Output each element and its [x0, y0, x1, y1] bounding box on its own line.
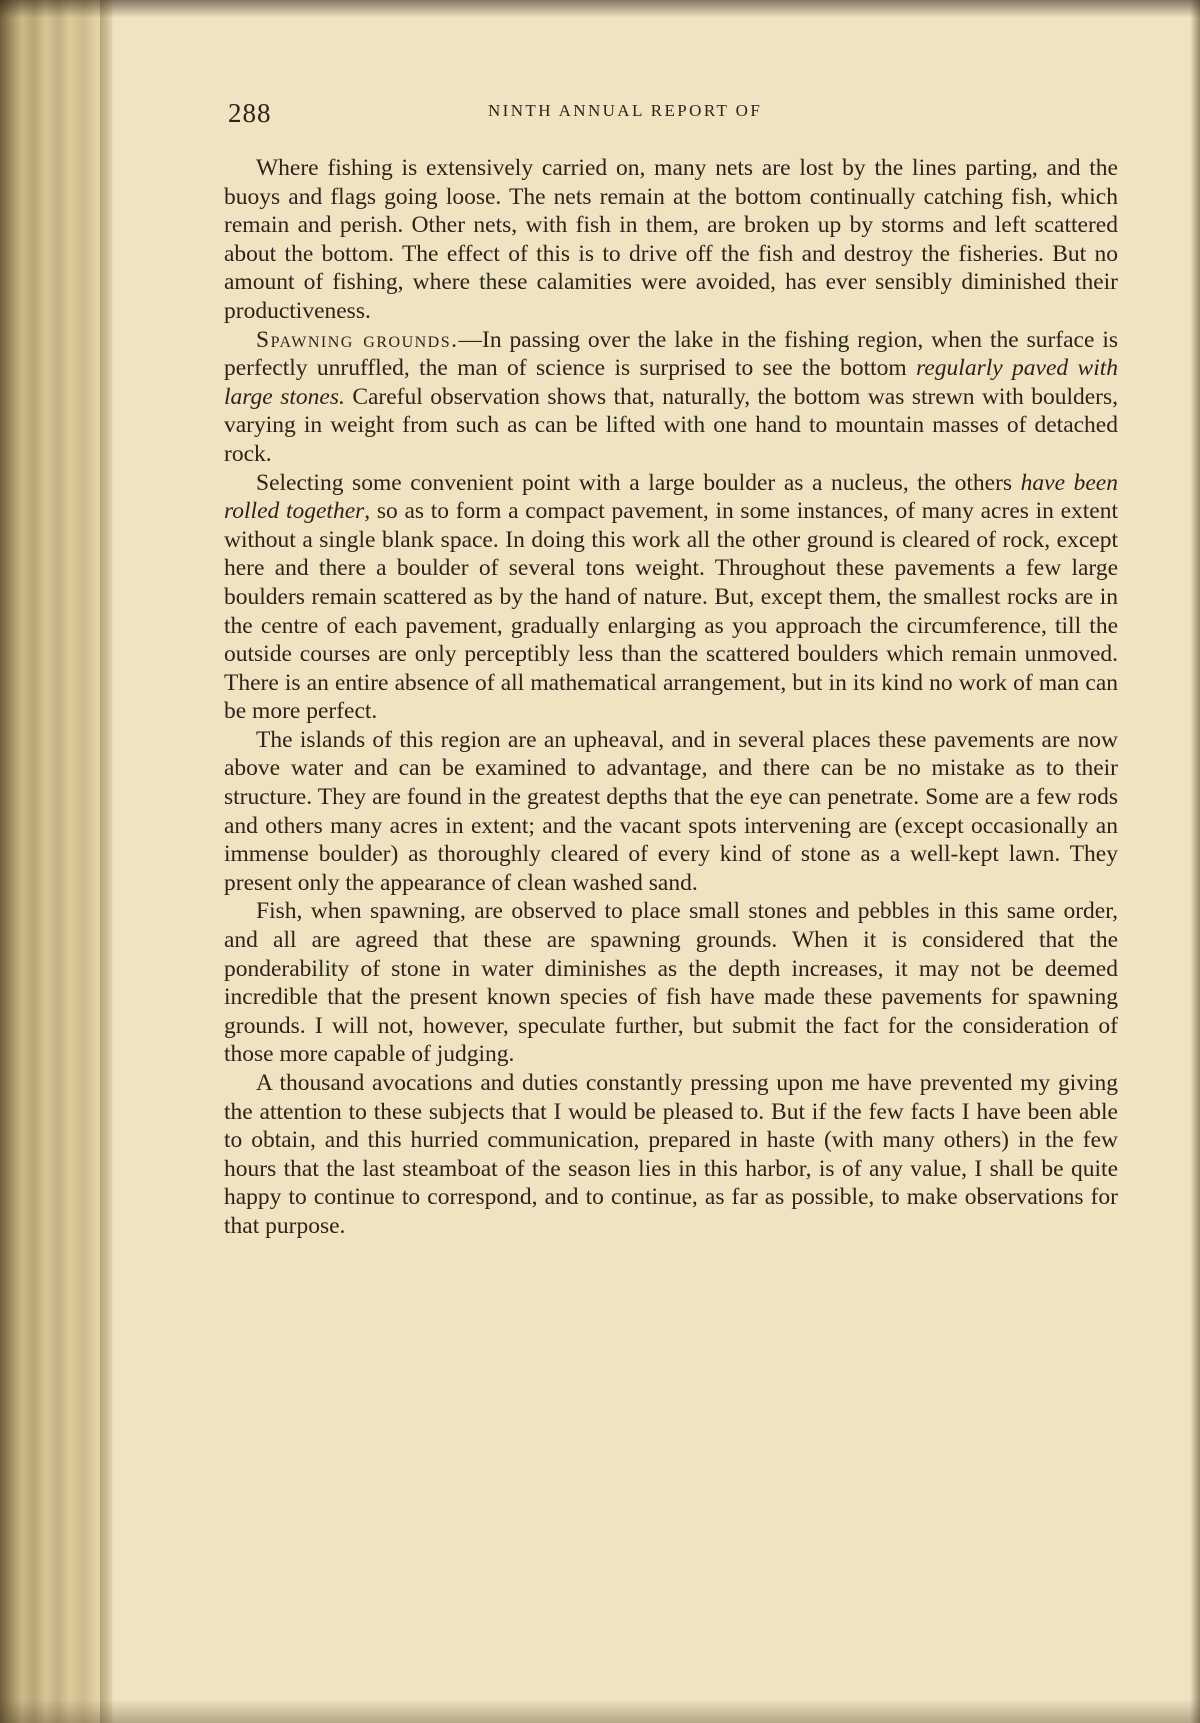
paragraph-text: A thousand avocations and duties constantly pressing upon me have prevented my giving the attention to these subjects that I would be pleased to. But if the few facts I have been able to obtain, and this hurried communication, prepared in haste (with many others) in the few hours that the last steamboat of the season lies in this harbor, is of any value, I shall be quite happy to continue to correspond, and to continue, as far as possible, to make observations for that purpose.: [224, 1070, 1118, 1239]
paragraph-text: Where fishing is extensively carried on, many nets are lost by the lines parting, and the buoys and flags going loose. The nets remain at the bottom continually catching fish, which remain and perish. Other nets, with fish in them, are broken up by storms and left scattered about the bottom. The effect of this is to drive off the fish and destroy the fisheries. But no amount of fishing, where these calamities were avoided, has ever sensibly diminished their productiveness.: [224, 155, 1118, 324]
paragraph-text: The islands of this region are an upheaval, and in several places these pavements are now above water and can be examined to advantage, and there can be no mistake as to their structure. They are found in the greatest depths that the eye can penetrate. Some are a few rods and others many acres in extent; and the vacant spots intervening are (except occasionally an immense boulder) as thoroughly cleared of every kind of stone as a well-kept lawn. They present only the appearance of clean washed sand.: [224, 726, 1118, 896]
paragraph-text: , so as to form a compact pavement, in some instances, of many acres in extent without a single blank space. In doing this work all the other ground is cleared of rock, except here and there a boulder of several tons weight. Throughout these pavements a few large boulders remain scattered as by the hand of nature. But, except them, the smallest rocks are in the centre of each pavement, gradually enlarging as you approach the circumference, till the outside courses are only perceptibly less than the scattered boulders which remain unmoved. There is an entire absence of all mathematical arrangement, but in its kind no work of man can be more perfect.: [224, 498, 1118, 725]
paragraph-text: —In passing over the lake in the fishing region, when the surface is perfectly unruffled, the man of science is surprised to see the bottom: [224, 326, 1119, 382]
paragraph-nets-lost: [224, 154, 1118, 326]
bottom-edge-shadow: [0, 1699, 1200, 1723]
paragraph-text: Fish, when spawning, are observed to place small stones and pebbles in this same order, and all are agreed that these are spawning grounds. When it is considered that the ponderability of stone in water diminishes as the depth increases, it may not be deemed incredible that the present known species of fish have made these pavements for spawning grounds. I will not, however, speculate further, but submit the fact for the consideration of those more capable of judging.: [224, 898, 1118, 1068]
book-binding: [0, 0, 112, 1723]
paragraph-fish-spawning: [224, 897, 1118, 1069]
paragraph-text: Selecting some convenient point with a large boulder as a nucleus, the others: [256, 469, 1021, 496]
running-head: [224, 92, 1118, 132]
page-number: 288: [228, 98, 272, 128]
paragraph-islands: [224, 726, 1118, 898]
italic-emphasis: have been rolled together: [224, 469, 1118, 525]
italic-emphasis: regularly paved with large stones.: [224, 355, 1119, 410]
page-content: [224, 92, 1118, 1241]
top-edge-shadow: [0, 0, 1200, 18]
section-heading-spawning-grounds: Spawning grounds.: [256, 326, 459, 353]
paragraph-boulder-pavement: [224, 469, 1118, 726]
paragraph-spawning-grounds: [224, 326, 1118, 469]
paragraph-text: Careful observation shows that, naturally, the bottom was strewn with boulders, varying in weight from such as can be lifted with one hand to mountain masses of detached rock.: [224, 383, 1119, 467]
page-gutter-shadow: [100, 0, 114, 1723]
paragraph-closing: [224, 1069, 1118, 1241]
body-text: [224, 154, 1118, 1241]
running-head-title: NINTH ANNUAL REPORT OF: [488, 101, 763, 120]
right-edge-shadow: [1190, 0, 1200, 1723]
